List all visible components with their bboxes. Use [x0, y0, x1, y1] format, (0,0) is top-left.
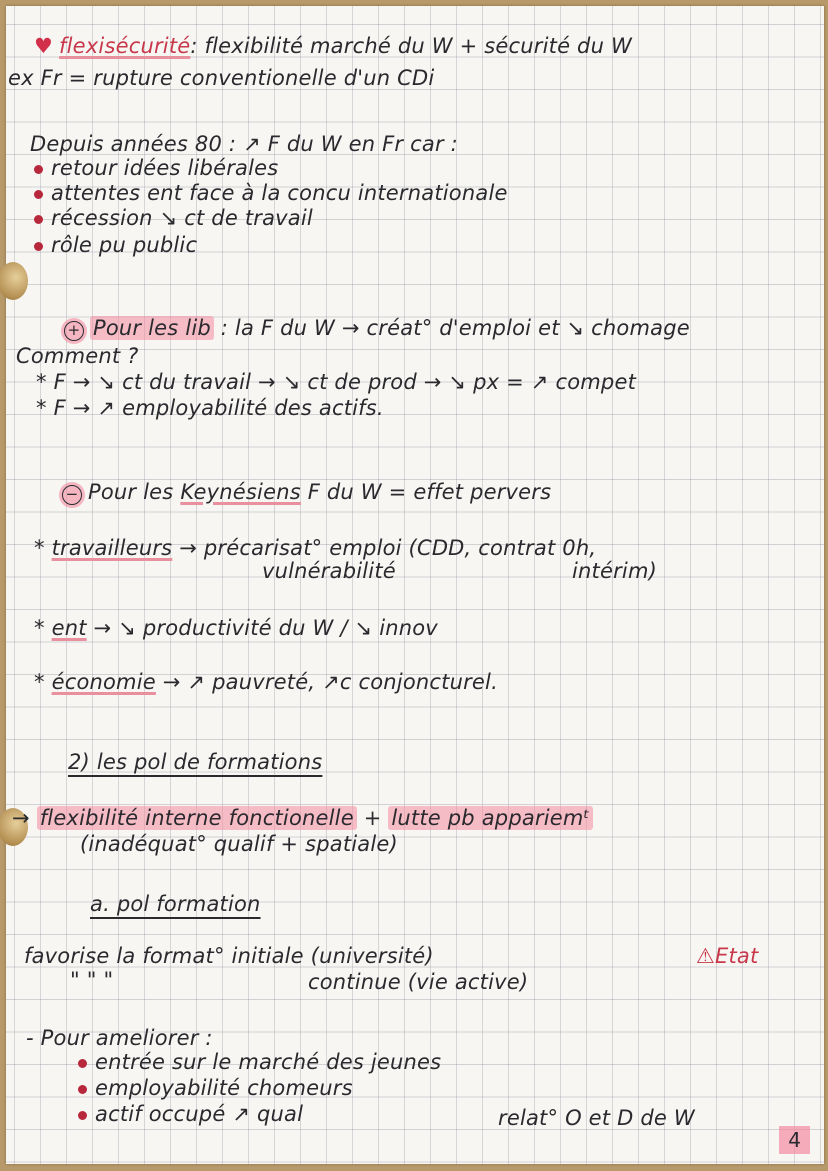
- arrow-right-icon: →: [12, 806, 30, 830]
- notebook-page: [6, 6, 824, 1164]
- since80s-bullet: attentes ent face à la concu internationale: [34, 181, 508, 205]
- since80s-heading: Depuis années 80 : ↗ F du W en Fr car :: [30, 132, 458, 156]
- liberals-heading: + Pour les lib : la F du W → créat° d'emploi et ↘ chomage: [64, 316, 690, 341]
- bullet-dot-icon: [34, 215, 43, 224]
- section-2-sub: (inadéquat° qualif + spatiale): [80, 832, 398, 856]
- workers-label: travailleurs: [51, 536, 173, 560]
- page-number: 4: [779, 1126, 810, 1154]
- bullet-dot-icon: [34, 165, 43, 174]
- workers-sub: intérim): [572, 559, 658, 583]
- formation-initial: favorise la format° initiale (université): [24, 944, 434, 968]
- liberals-point: * F → ↗ employabilité des actifs.: [36, 396, 384, 420]
- bullet-dot-icon: [34, 242, 43, 251]
- definition-text: : flexibilité marché du W + sécurité du W: [190, 34, 632, 58]
- section-2-title: 2) les pol de formations: [68, 750, 323, 774]
- definition-line: [34, 34, 632, 58]
- improve-bullet: employabilité chomeurs: [78, 1076, 353, 1100]
- keynesians-heading: − Pour les Keynésiens F du W = effet pervers: [62, 480, 551, 505]
- improve-heading: - Pour ameliorer :: [26, 1026, 213, 1050]
- warning-note: ⚠Etat: [696, 944, 759, 968]
- firms-label: ent: [51, 616, 87, 640]
- plus-icon: +: [64, 321, 84, 341]
- workers-line: * travailleurs → précarisat° emploi (CDD, contrat 0h,: [34, 536, 597, 560]
- firms-line: * ent → ↘ productivité du W / ↘ innov: [34, 616, 438, 640]
- definition-term: flexisécurité: [59, 34, 191, 58]
- relation-note: relat° O et D de W: [498, 1106, 695, 1130]
- heart-icon: ♥: [34, 34, 54, 58]
- economy-label: économie: [51, 670, 156, 694]
- subsection-a-title: a. pol formation: [90, 892, 261, 916]
- since80s-bullet: récession ↘ ct de travail: [34, 206, 313, 230]
- formation-continue: continue (vie active): [308, 970, 529, 994]
- economy-line: * économie → ↗ pauvreté, ↗c conjoncturel.: [34, 670, 498, 694]
- bullet-dot-icon: [78, 1085, 87, 1094]
- improve-bullet: actif occupé ↗ qual: [78, 1102, 303, 1126]
- bullet-dot-icon: [78, 1111, 87, 1120]
- liberals-how: Comment ?: [16, 344, 139, 368]
- warning-icon: ⚠: [696, 944, 716, 968]
- liberals-label: Pour les lib: [90, 316, 214, 340]
- improve-bullet: entrée sur le marché des jeunes: [78, 1050, 441, 1074]
- section-2-line: → flexibilité interne fonctionelle + lutte pb appariemᵗ: [12, 806, 593, 830]
- minus-icon: −: [62, 485, 82, 505]
- since80s-bullet: rôle pu public: [34, 233, 197, 257]
- liberals-point: * F → ↘ ct du travail → ↘ ct de prod → ↘ px = ↗ compet: [36, 370, 637, 394]
- ditto-marks: " " ": [70, 968, 114, 992]
- since80s-bullet: retour idées libérales: [34, 156, 278, 180]
- workers-sub: vulnérabilité: [262, 559, 396, 583]
- keynesians-label: Keynésiens: [180, 480, 301, 504]
- binder-hole: [0, 262, 28, 300]
- definition-example: ex Fr = rupture conventionelle d'un CDi: [8, 66, 435, 90]
- bullet-dot-icon: [34, 190, 43, 199]
- bullet-dot-icon: [78, 1059, 87, 1068]
